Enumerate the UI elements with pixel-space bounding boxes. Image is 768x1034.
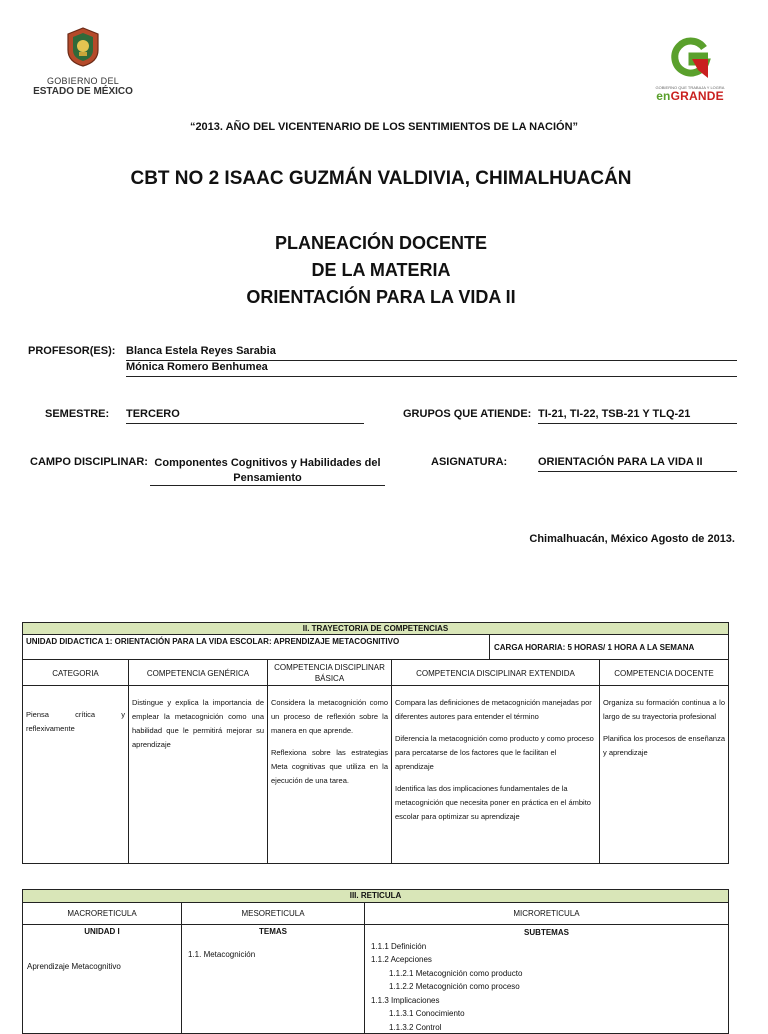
categoria-text: Piensa crítica y reflexivamente: [23, 686, 128, 738]
gov-logo-line2: ESTADO DE MÉXICO: [28, 86, 138, 97]
docente-text-2: Planifica los procesos de enseñanza y aprendizaje: [600, 726, 728, 762]
basica-text-1: Considera la metacognición como un proceso de reflexión sobre la manera en que aprende.: [268, 686, 391, 740]
cell-micro: [364, 924, 729, 1034]
micro-item: 1.1.2 Acepciones: [365, 953, 728, 967]
engrande-logo: [640, 36, 740, 106]
header-docente: COMPETENCIA DOCENTE: [599, 659, 729, 686]
gobierno-estado-mexico-logo: [28, 26, 138, 100]
subheader-temas: TEMAS: [182, 925, 364, 936]
subheader-unidad: UNIDAD I: [23, 925, 181, 936]
engrande-slogan: GOBIERNO QUE TRABAJA Y LOGRA: [640, 85, 740, 90]
title-line3: ORIENTACIÓN PARA LA VIDA II: [0, 284, 762, 311]
grupos-value: TI-21, TI-22, TSB-21 Y TLQ-21: [538, 408, 737, 424]
document-title: [0, 230, 762, 311]
state-seal-icon: [64, 26, 102, 68]
engrande-g-icon: [668, 36, 712, 80]
micro-item: 1.1.1 Definición: [365, 940, 728, 954]
header-macroreticula: MACRORETICULA: [22, 902, 182, 925]
cell-basica: [267, 685, 392, 864]
school-name: CBT NO 2 ISAAC GUZMÁN VALDIVIA, CHIMALHUACÁN: [0, 168, 762, 190]
header-generica: COMPETENCIA GENÉRICA: [128, 659, 268, 686]
cell-categoria: [22, 685, 129, 864]
campo-value: [150, 456, 385, 486]
grupos-label: GRUPOS QUE ATIENDE:: [403, 408, 531, 420]
reticula-title: III. RETICULA: [22, 889, 729, 903]
extendida-text-1: Compara las definiciones de metacognición manejadas por diferentes autores para entender el término: [392, 686, 599, 726]
campo-line2: Pensamiento: [150, 471, 385, 486]
profesor-1: Blanca Estela Reyes Sarabia: [126, 345, 737, 361]
micro-item: 1.1.3.1 Conocimiento: [365, 1007, 728, 1021]
docente-text-1: Organiza su formación continua a lo largo de su trayectoria profesional: [600, 686, 728, 726]
micro-item: 1.1.3 Implicaciones: [365, 994, 728, 1008]
header-mesoreticula: MESORETICULA: [181, 902, 365, 925]
semestre-value: TERCERO: [126, 408, 364, 424]
subheader-subtemas: SUBTEMAS: [365, 925, 728, 940]
generica-text: Distingue y explica la importancia de emplear la metacognición como una habilidad que le permitirá mejorar su aprendizaje: [129, 686, 267, 754]
cell-extendida: [391, 685, 600, 864]
campo-label: CAMPO DISCIPLINAR:: [30, 456, 148, 468]
title-line1: PLANEACIÓN DOCENTE: [0, 230, 762, 257]
competencias-title: II. TRAYECTORIA DE COMPETENCIAS: [22, 622, 729, 635]
profesores-label: PROFESOR(ES):: [28, 345, 115, 357]
header-categoria: CATEGORIA: [22, 659, 129, 686]
micro-item: 1.1.3.2 Control: [365, 1021, 728, 1034]
motto: “2013. AÑO DEL VICENTENARIO DE LOS SENTIMIENTOS DE LA NACIÓN”: [0, 121, 768, 133]
asignatura-label: ASIGNATURA:: [431, 456, 507, 468]
cell-meso: [181, 924, 365, 1034]
profesor-2: Mónica Romero Benhumea: [126, 361, 737, 377]
semestre-label: SEMESTRE:: [45, 408, 109, 420]
micro-item: 1.1.2.1 Metacognición como producto: [365, 967, 728, 981]
cell-docente: [599, 685, 729, 864]
unidad-didactica: UNIDAD DIDACTICA 1: ORIENTACIÓN PARA LA VIDA ESCOLAR: APRENDIZAJE METACOGNITIVO: [22, 634, 490, 660]
carga-horaria: CARGA HORARIA: 5 HORAS/ 1 HORA A LA SEMANA: [489, 634, 729, 660]
extendida-text-2: Diferencia la metacognición como producto y como proceso para percatarse de los factores que le facilitan el aprendizaje: [392, 726, 599, 776]
extendida-text-3: Identifica las dos implicaciones fundamentales de la metacognición que necesita poner en práctica en el ámbito escolar para optimizar su aprendizaje: [392, 776, 599, 826]
title-line2: DE LA MATERIA: [0, 257, 762, 284]
header-extendida: COMPETENCIA DISCIPLINAR EXTENDIDA: [391, 659, 600, 686]
engrande-brand-grande: GRANDE: [671, 89, 724, 103]
header-microreticula: MICRORETICULA: [364, 902, 729, 925]
micro-item: 1.1.2.2 Metacognición como proceso: [365, 980, 728, 994]
asignatura-value: ORIENTACIÓN PARA LA VIDA II: [538, 456, 737, 472]
campo-line1: Componentes Cognitivos y Habilidades del: [150, 456, 385, 471]
engrande-brand-en: en: [656, 89, 670, 103]
cell-macro: [22, 924, 182, 1034]
macro-text: Aprendizaje Metacognitivo: [23, 936, 181, 971]
engrande-brand: [640, 90, 740, 102]
basica-text-2: Reflexiona sobre las estrategias Meta cognitivas que utiliza en la ejecución de una tarea.: [268, 740, 391, 790]
cell-generica: [128, 685, 268, 864]
date-line: Chimalhuacán, México Agosto de 2013.: [529, 533, 735, 545]
header-basica: COMPETENCIA DISCIPLINAR BÁSICA: [267, 659, 392, 686]
meso-text: 1.1. Metacognición: [182, 936, 364, 959]
gov-logo-line1: GOBIERNO DEL: [28, 76, 138, 86]
